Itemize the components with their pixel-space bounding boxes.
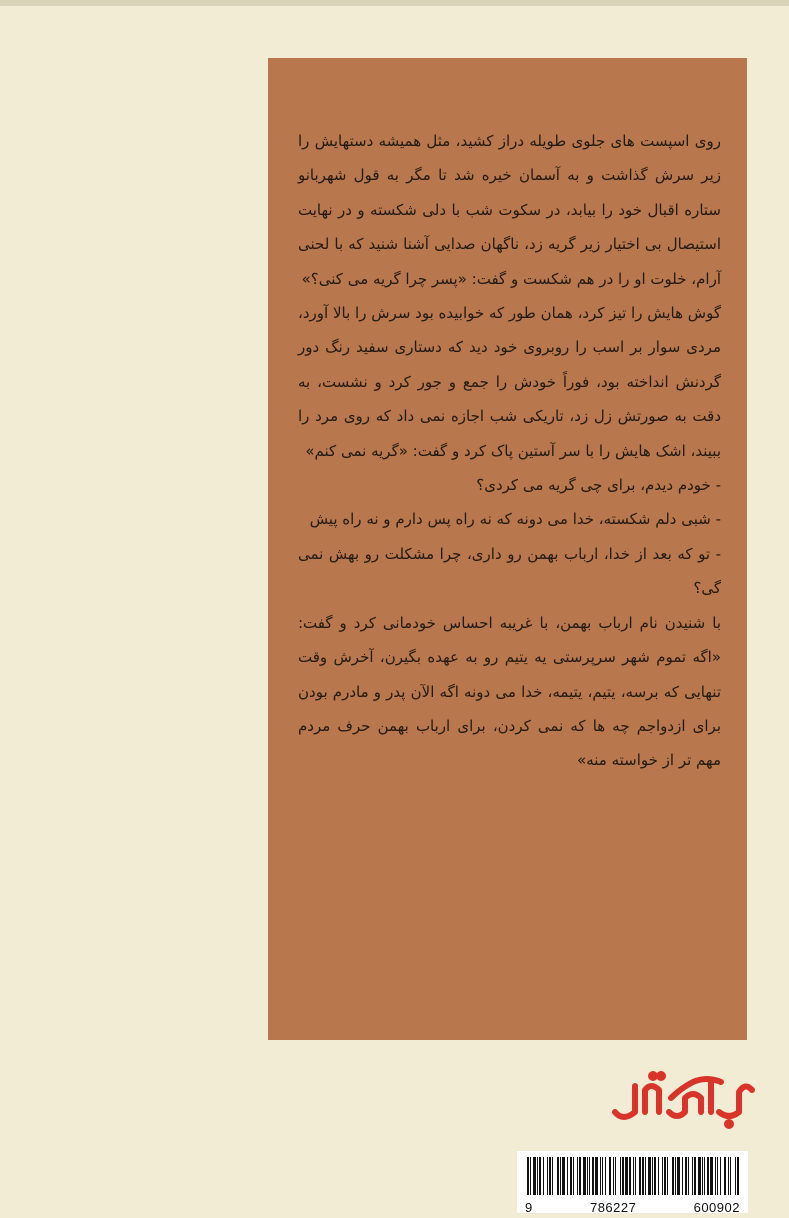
barcode-bar [720, 1157, 721, 1195]
barcode-bar [654, 1157, 656, 1195]
barcode-bar [724, 1157, 726, 1195]
barcode-bar [592, 1157, 594, 1195]
barcode-bar [530, 1157, 531, 1195]
barcode-bar [605, 1157, 606, 1195]
paragraph-1: روی اسپست های جلوی طویله دراز کشید، مثل همیشه دستهایش را زیر سرش گذاشت و به آسمان خیره شد تا مگر به قول شهربانو ستاره اقبال خود را بیابد، در سکوت شب با دلی شکسته و در نهایت استیصال بی اختیار زیر گریه زد، ناگهان صدایی آشنا شنید که با لحنی آرام، خلوت او را در هم شکست و گفت: «پسر چرا گریه می کنی؟» [298, 132, 721, 288]
barcode-bar [645, 1157, 646, 1195]
barcode-bar [629, 1157, 631, 1195]
barcode-bar [737, 1157, 739, 1195]
back-cover-text-panel [268, 58, 747, 1040]
barcode-bar [635, 1157, 636, 1195]
barcode-bar [642, 1157, 644, 1195]
barcode-bar [533, 1157, 536, 1195]
barcode-bar [549, 1157, 551, 1195]
barcode-bar [715, 1157, 716, 1195]
isbn-left-digits: 786227 [589, 1200, 637, 1215]
barcode-bar [589, 1157, 590, 1195]
publisher-logo [611, 1068, 756, 1130]
barcode-bar [527, 1157, 529, 1195]
barcode-bar [613, 1157, 614, 1195]
barcode-bar [694, 1157, 696, 1195]
barcode-bar [717, 1157, 718, 1195]
barcode-bar [692, 1157, 693, 1195]
barcode-bar [552, 1157, 553, 1195]
barcode-bar [600, 1157, 601, 1195]
barcode-bar [622, 1157, 624, 1195]
barcode-bar [615, 1157, 616, 1195]
barcode-bar [702, 1157, 703, 1195]
dialogue-line-3: - تو که بعد از خدا، ارباب بهمن رو داری، چرا مشکلت رو بهش نمی گی؟ [298, 544, 721, 598]
barcode-bar [560, 1157, 561, 1195]
barcode-bar [547, 1157, 548, 1195]
barcode-bar [562, 1157, 565, 1195]
barcode-bars [525, 1157, 740, 1195]
barcode-bar [730, 1157, 731, 1195]
isbn-first-digit: 9 [525, 1200, 533, 1215]
barcode-bar [667, 1157, 668, 1195]
barcode-bar [537, 1157, 538, 1195]
barcode-bar [620, 1157, 621, 1195]
barcode-bar [543, 1157, 544, 1195]
barcode-bar [688, 1157, 689, 1195]
barcode-bar [595, 1157, 598, 1195]
barcode-bar [573, 1157, 574, 1195]
paragraph-3: با شنیدن نام ارباب بهمن، با غریبه احساس خودمانی کرد و گفت: «اگه تموم شهر سرپرستی یه یتیم رو به عهده بگیرن، آخرش وقت تنهایی که برسه، یتیم، یتیمه، خدا می دونه اگه الآن پدر و مادرم بودن برای ازدواجم چه ها که نمی کردن، برای ارباب بهمن حرف مردم مهم تر از خواسته منه» [298, 613, 721, 770]
barcode-bar [625, 1157, 628, 1195]
dialogue-line-2: - شبی دلم شکسته، خدا می دونه که نه راه پس دارم و نه راه پیش [309, 510, 721, 529]
barcode-bar [633, 1157, 634, 1195]
barcode-bar [583, 1157, 586, 1195]
paragraph-2: گوش هایش را تیز کرد، همان طور که خوابیده بود سرش را بالا آورد، مردی سوار بر اسب را روبروی خود دید که دستاری سفید رنگ دور گردنش انداخته بود، فوراً خودش را جمع و جور کرد و نشست، به دقت به صورتش زل زد، تاریکی شب اجازه نمی داد که روی مرد را ببیند، اشک هایش را با سر آستین پاک کرد و گفت: «گریه نمی کنم» [298, 304, 721, 460]
barcode-bar [664, 1157, 666, 1195]
barcode-bar [675, 1157, 676, 1195]
barcode-bar [677, 1157, 680, 1195]
barcode-bar [567, 1157, 568, 1195]
barcode-bar [704, 1157, 705, 1195]
barcode-bar [710, 1157, 713, 1195]
isbn-right-digits: 600902 [693, 1200, 740, 1215]
barcode-bar [662, 1157, 663, 1195]
barcode-bar [728, 1157, 729, 1195]
isbn-barcode [517, 1151, 748, 1213]
barcode-bar [639, 1157, 641, 1195]
cover-top-edge [0, 0, 789, 6]
barcode-bar [707, 1157, 709, 1195]
barcode-bar [658, 1157, 659, 1195]
barcode-bar [685, 1157, 687, 1195]
barcode-bar [577, 1157, 578, 1195]
barcode-bar [682, 1157, 683, 1195]
isbn-number [525, 1200, 740, 1215]
barcode-bar [648, 1157, 651, 1195]
barcode-bar [735, 1157, 736, 1195]
dialogue-line-1: - خودم دیدم، برای چی گریه می کردی؟ [476, 476, 721, 495]
barcode-bar [698, 1157, 701, 1195]
barcode-bar [672, 1157, 674, 1195]
barcode-bar [579, 1157, 581, 1195]
barcode-bar [652, 1157, 653, 1195]
barcode-bar [539, 1157, 541, 1195]
barcode-bar [587, 1157, 588, 1195]
barcode-bar [609, 1157, 611, 1195]
barcode-bar [570, 1157, 572, 1195]
publisher-logo-icon [611, 1068, 756, 1130]
barcode-bar [557, 1157, 559, 1195]
barcode-bar [602, 1157, 603, 1195]
